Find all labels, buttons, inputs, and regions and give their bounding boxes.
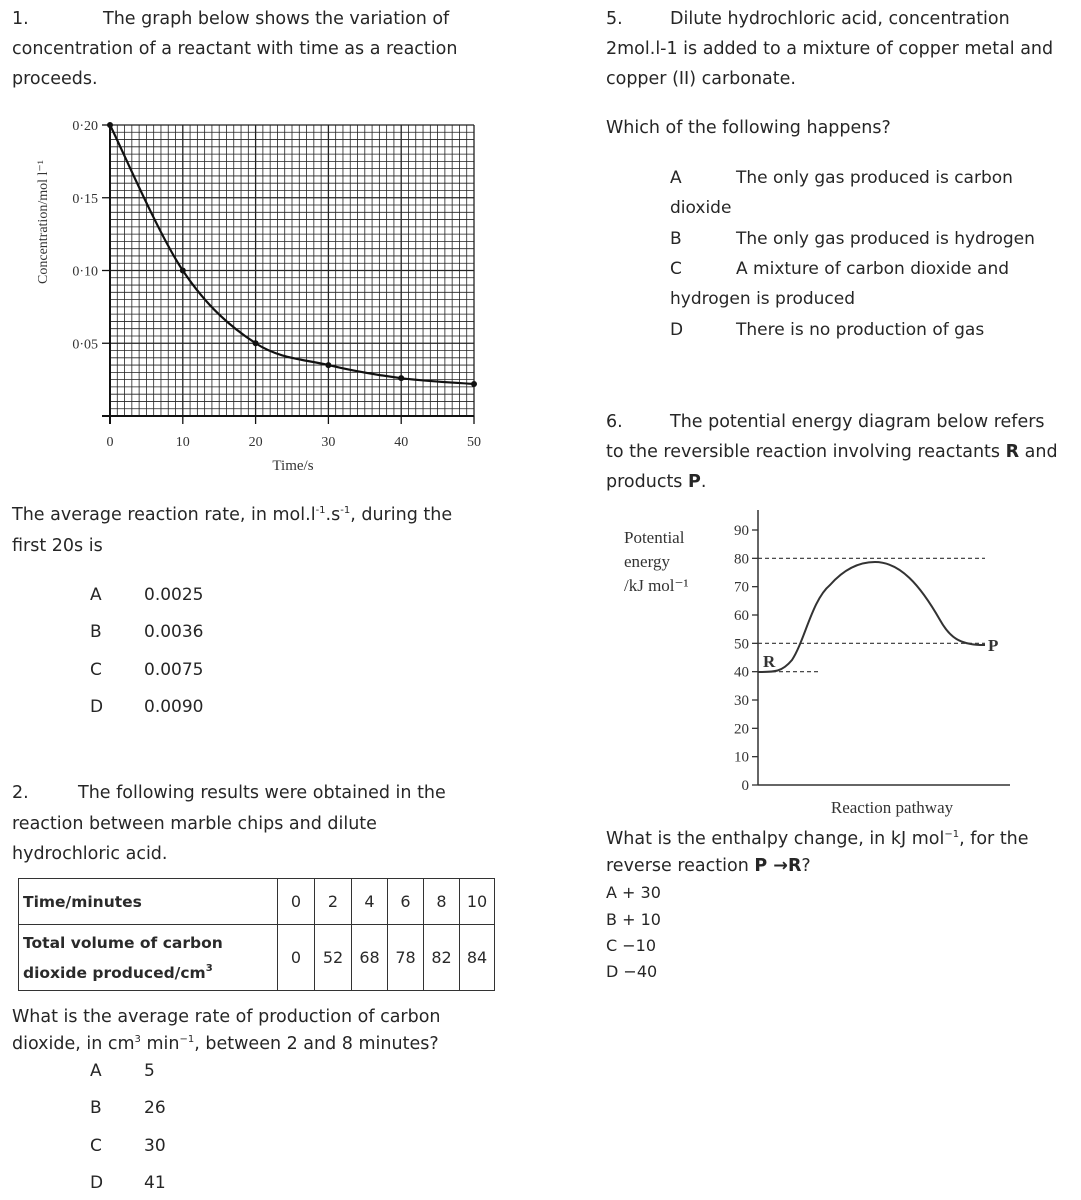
table-cell: 68 — [352, 925, 388, 991]
svg-text:50: 50 — [467, 435, 481, 450]
table-row-time — [19, 879, 495, 925]
table-cell: 4 — [352, 879, 388, 925]
table-cell: 52 — [315, 925, 352, 991]
svg-text:0: 0 — [741, 778, 749, 794]
graph-grid — [110, 125, 474, 416]
energy-profile-curve — [758, 562, 985, 672]
svg-text:0·10: 0·10 — [72, 264, 98, 280]
svg-text:/kJ mol⁻¹: /kJ mol⁻¹ — [624, 576, 689, 595]
q2-intro-line1: The following results were obtained in the — [78, 783, 446, 803]
svg-text:90: 90 — [734, 523, 749, 539]
q1-number: 1. — [12, 9, 29, 29]
q6-option-b[interactable]: B + 10 — [606, 910, 661, 929]
svg-text:Potential: Potential — [624, 528, 685, 547]
q6-intro-line2: to the reversible reaction involving reactants R and — [606, 442, 1058, 462]
potential-energy-diagram — [600, 510, 1010, 820]
q2-number: 2. — [12, 783, 29, 803]
concentration-time-graph — [0, 110, 500, 480]
svg-text:30: 30 — [734, 693, 749, 709]
q2-intro-line3: hydrochloric acid. — [12, 844, 168, 864]
table-cell: 84 — [460, 925, 495, 991]
table-header-volume: Total volume of carbon dioxide produced/$cm^3$ — [19, 925, 278, 991]
svg-text:0: 0 — [106, 435, 114, 450]
x-axis-label: Reaction pathway — [830, 798, 954, 817]
q2-question-line2: dioxide, in $cm^3$ $\min^{-1}$, between 2 and 8 minutes? — [12, 1034, 439, 1054]
q1-intro-line2: concentration of a reactant with time as a reaction — [12, 39, 458, 59]
svg-text:0·15: 0·15 — [72, 191, 98, 207]
q6-question-line2: reverse reaction P →R? — [606, 856, 811, 876]
table-cell: 8 — [424, 879, 460, 925]
svg-text:10: 10 — [175, 435, 190, 450]
q5-intro-line1: Dilute hydrochloric acid, concentration — [670, 9, 1010, 29]
q5-intro-line3: copper (II) carbonate. — [606, 69, 796, 89]
svg-text:30: 30 — [321, 435, 336, 450]
svg-text:0·05: 0·05 — [72, 337, 98, 353]
table-cell: 0 — [278, 879, 315, 925]
svg-text:0·20: 0·20 — [72, 119, 98, 134]
q6-question-line1: What is the enthalpy change, in kJ mol$^{-1}$, for the — [606, 829, 1029, 849]
svg-text:10: 10 — [734, 749, 749, 766]
product-label-p: P — [988, 636, 999, 655]
diagram-axes — [734, 510, 1010, 794]
svg-text:80: 80 — [734, 551, 749, 568]
table-cell: 82 — [424, 925, 460, 991]
q6-option-a[interactable]: A + 30 — [606, 883, 661, 902]
y-axis-label — [624, 528, 689, 595]
q2-question-line1: What is the average rate of production of carbon — [12, 1007, 441, 1027]
svg-text:20: 20 — [248, 435, 263, 450]
table-cell: 2 — [315, 879, 352, 925]
q5-question: Which of the following happens? — [606, 118, 891, 138]
reactant-label-r: R — [763, 652, 776, 671]
table-cell: 10 — [460, 879, 495, 925]
q6-option-c[interactable]: C −10 — [606, 936, 657, 955]
q6-intro-line3: products P. — [606, 472, 707, 492]
svg-text:50: 50 — [734, 636, 749, 653]
table-row-volume — [19, 925, 495, 991]
x-axis-label: Time/s — [272, 458, 314, 474]
q1-question-line2: first 20s is — [12, 536, 103, 556]
q1-question-line1: The average reaction rate, in $mol.l^{-1}.s^{-1}$, during the — [12, 505, 453, 525]
svg-text:70: 70 — [734, 579, 749, 596]
table-cell: 6 — [388, 879, 424, 925]
table-cell: 78 — [388, 925, 424, 991]
q6-intro-line1: The potential energy diagram below refers — [670, 412, 1045, 432]
table-cell: 0 — [278, 925, 315, 991]
dashed-level-lines — [758, 558, 985, 671]
q6-option-d[interactable]: D −40 — [606, 962, 658, 981]
svg-text:20: 20 — [734, 721, 749, 738]
q1-intro-line1: The graph below shows the variation of — [103, 9, 450, 29]
y-axis-label: Concentration/mol l⁻¹ — [36, 160, 51, 284]
q2-intro-line2: reaction between marble chips and dilute — [12, 814, 377, 834]
results-table — [18, 878, 495, 991]
table-header-time: Time/minutes — [19, 879, 278, 925]
graph-axes — [102, 123, 474, 424]
q6-number: 6. — [606, 412, 623, 432]
svg-text:40: 40 — [394, 435, 409, 450]
q5-intro-line2: 2mol.l-1 is added to a mixture of copper metal and — [606, 39, 1054, 59]
svg-text:energy: energy — [624, 552, 670, 571]
q1-intro-line3: proceeds. — [12, 69, 98, 89]
q5-number: 5. — [606, 9, 623, 29]
svg-text:60: 60 — [734, 608, 749, 624]
svg-text:40: 40 — [734, 664, 749, 681]
